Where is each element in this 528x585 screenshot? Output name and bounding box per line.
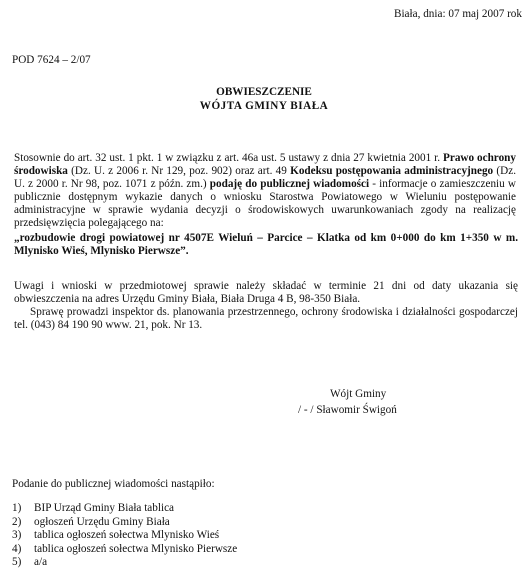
signature-role: Wójt Gminy bbox=[330, 388, 387, 400]
p1-text-a: Stosownie do art. 32 ust. 1 pkt. 1 w związku z art. 46a ust. 5 ustawy z dnia 27 kwietnia 2001 r. bbox=[14, 152, 441, 164]
distribution-list bbox=[12, 502, 237, 570]
project-subject: „rozbudowie drogi powiatowej nr 4507E Wieluń – Parcice – Klatka od km 0+000 do km 1+350 w m. Mlynisko Wieś, Mlynisko Pierwsze”. bbox=[14, 232, 518, 257]
contact-paragraph bbox=[14, 306, 518, 332]
document-title: OBWIESZCZENIE bbox=[216, 86, 312, 98]
p1-announce: podaję do publicznej wiadomości bbox=[209, 178, 370, 190]
list-item: 2) ogłoszeń Urzędu Gminy Biała bbox=[12, 515, 170, 528]
reference-number: POD 7624 – 2/07 bbox=[12, 54, 91, 66]
p1-act-name: Prawo ochrony środowiska bbox=[14, 152, 516, 177]
contact-text: Sprawę prowadzi inspektor ds. planowania przestrzennego, ochrony środowiska i działalności gospodarczej tel. (043) 84 190 90 www. 21, pok. Nr 13. bbox=[14, 306, 518, 331]
p1-text-c: (Dz. U. z 2006 r. Nr 129, poz. 902) oraz art. 49 bbox=[67, 165, 291, 177]
p1-text-g: - informacje o zamieszczeniu w publicznie dostępnym wykazie danych o wniosku Starostwa Powiatowego w Wieluniu postępowanie administracyjne w sprawie wydania decyzji o środowiskowych uwarunkowaniach zgody na realizację przedsięwzięcia polegającego na: bbox=[14, 178, 516, 229]
signature-name: / - / Sławomir Świgoń bbox=[298, 404, 397, 416]
p1-text-e: (Dz. U. z 2000 r. Nr 98, poz. 1071 z późn. zm.) bbox=[14, 165, 516, 190]
document-date: Biała, dnia: 07 maj 2007 rok bbox=[393, 8, 522, 20]
list-item: 1) BIP Urząd Gminy Biała tablica bbox=[12, 502, 175, 514]
list-item: 5) a/a bbox=[12, 556, 48, 568]
list-item: 3) tablica ogłoszeń sołectwa Mlynisko Wieś bbox=[12, 529, 220, 541]
legal-basis-paragraph bbox=[14, 152, 516, 230]
distribution-heading: Podanie do publicznej wiadomości nastąpiło: bbox=[12, 478, 215, 490]
list-item: 4) tablica ogłoszeń sołectwa Mlynisko Pierwsze bbox=[12, 542, 238, 555]
document-issuer: WÓJTA GMINY BIAŁA bbox=[199, 100, 329, 112]
comments-paragraph: Uwagi i wnioski w przedmiotowej sprawie należy składać w terminie 21 dni od daty ukazania się obwieszczenia na adres Urzędu Gminy Biała, Biała Druga 4 B, 98-350 Biała. bbox=[14, 280, 518, 305]
p1-code-name: Kodeksu postępowania administracyjnego bbox=[290, 165, 494, 177]
